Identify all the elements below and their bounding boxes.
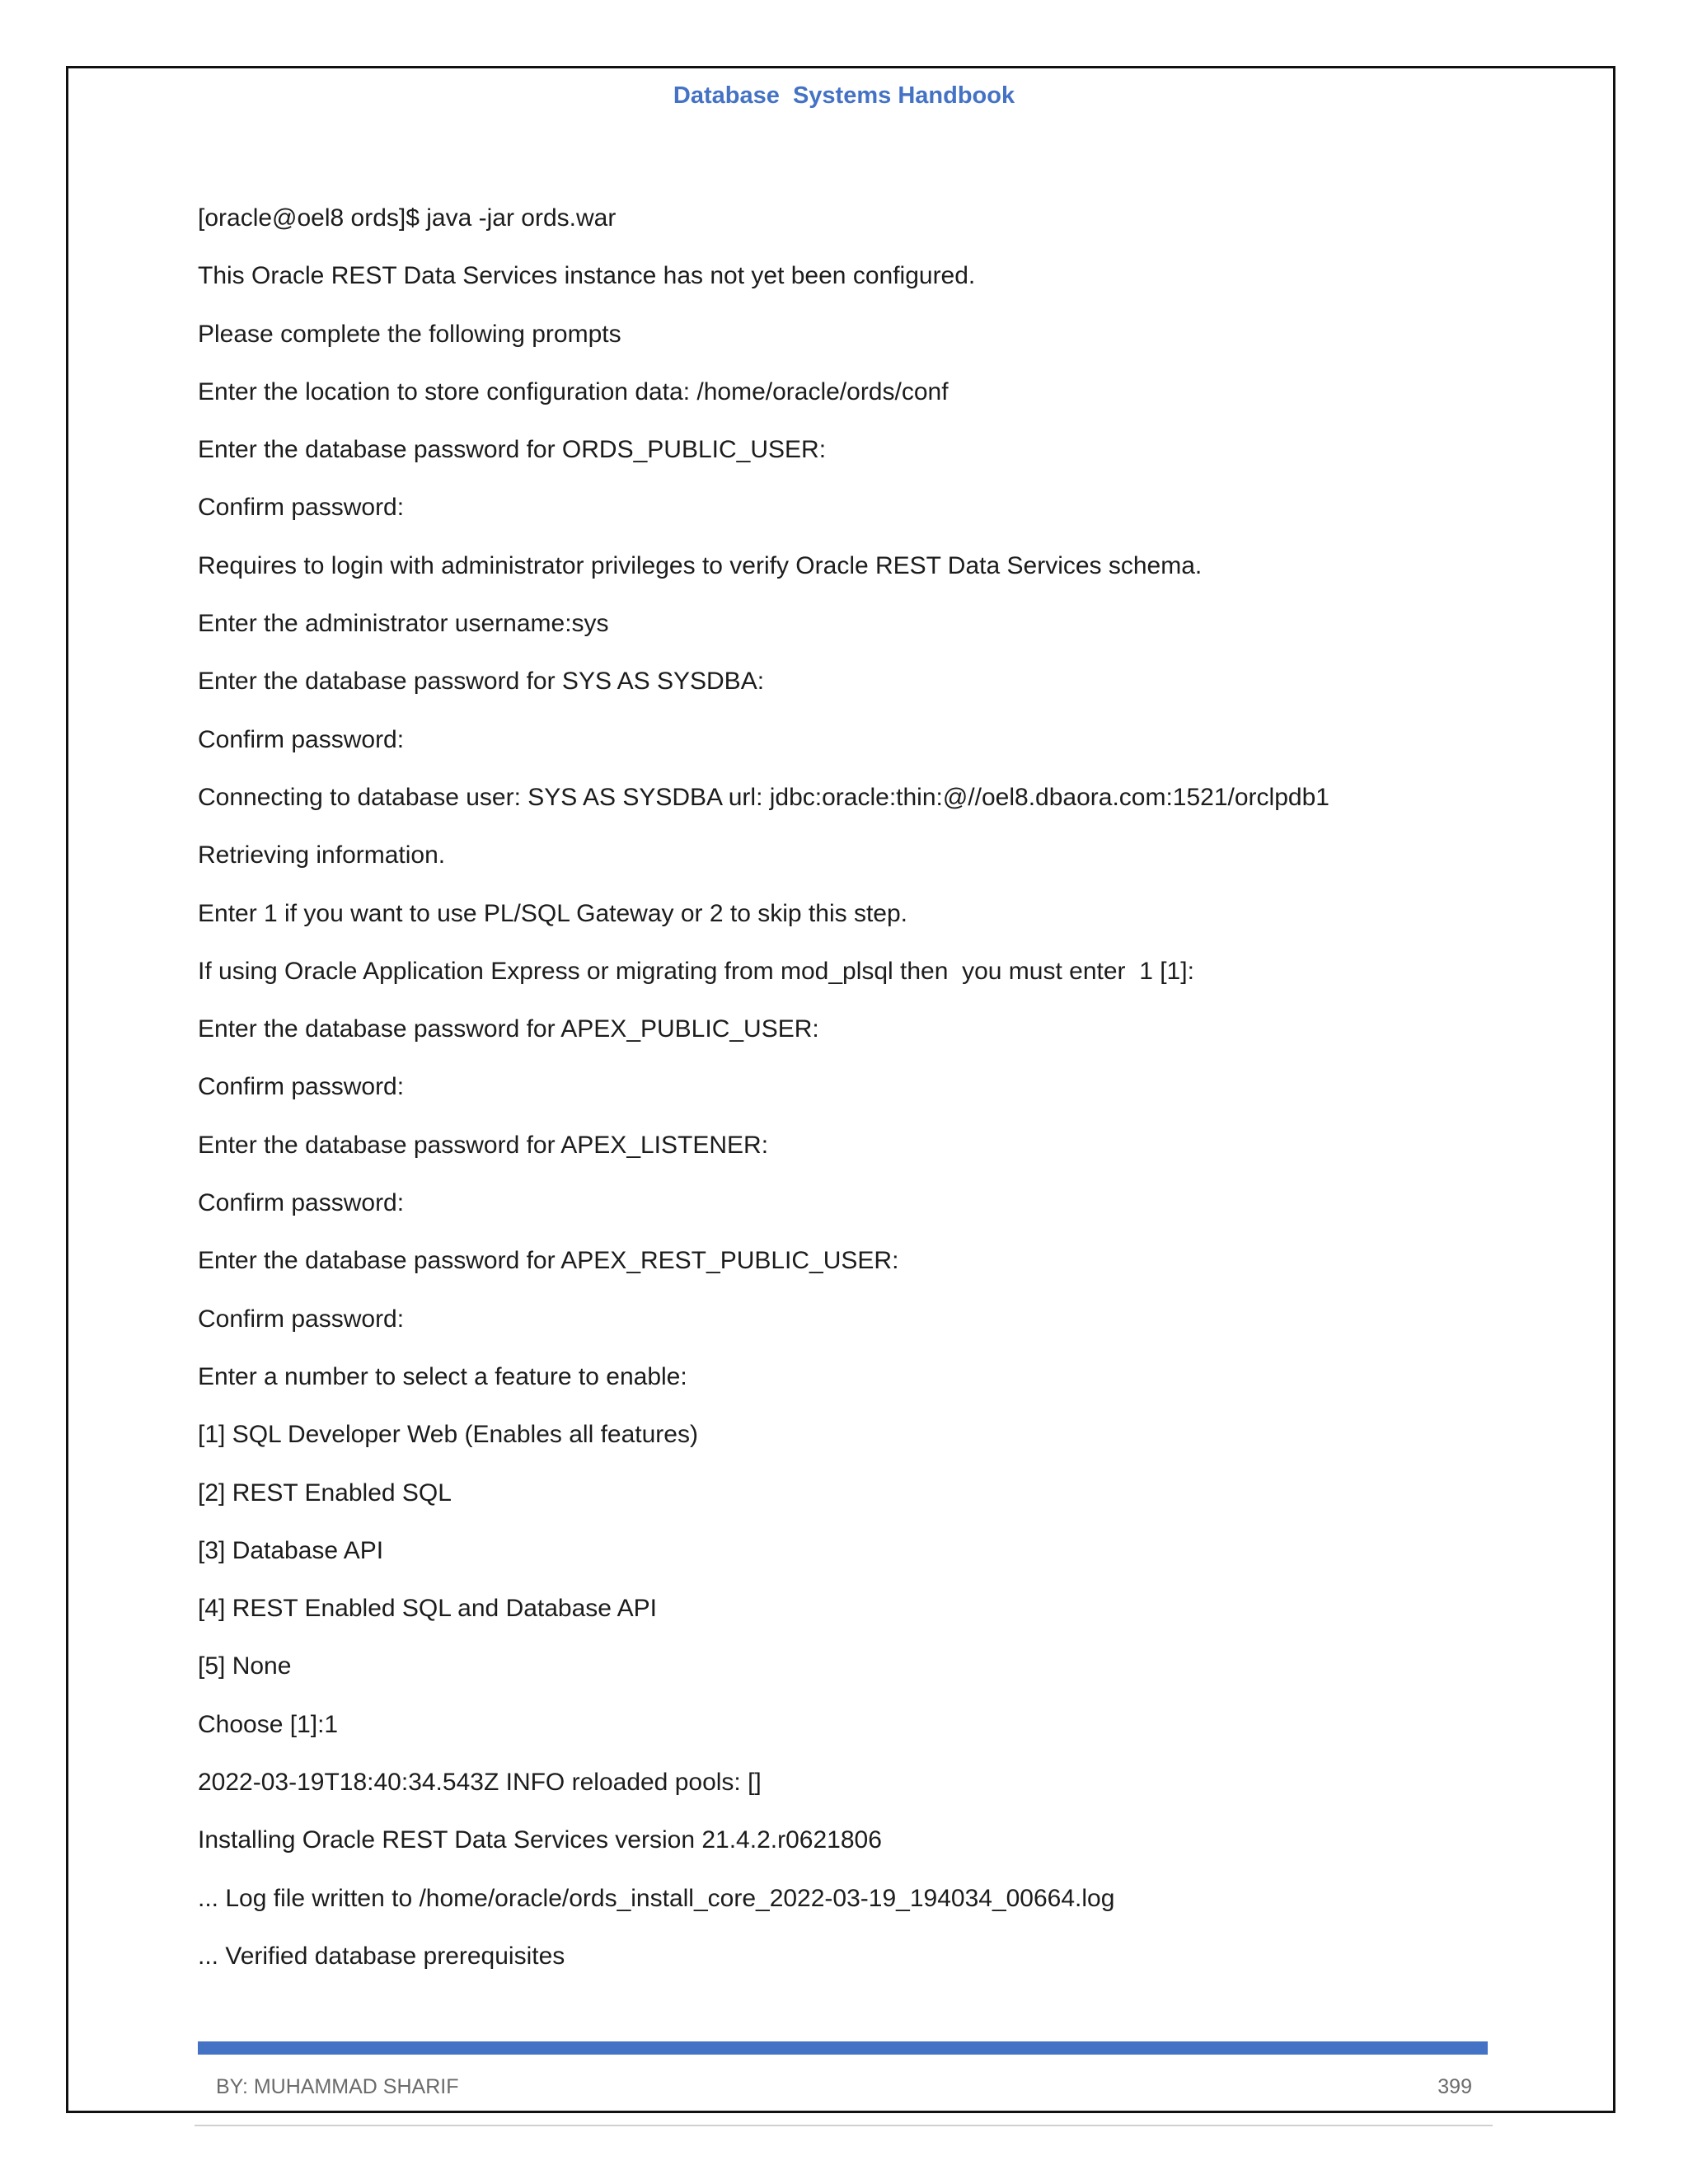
text-line: Please complete the following prompts [198,320,621,348]
text-line: Enter the database password for APEX_LISTENER: [198,1131,769,1159]
text-line: Retrieving information. [198,841,446,869]
text-line: Enter a number to select a feature to enable: [198,1362,687,1390]
text-line: Requires to login with administrator privileges to verify Oracle REST Data Services schema. [198,551,1203,579]
text-line: Confirm password: [198,1073,405,1101]
text-line: [4] REST Enabled SQL and Database API [198,1595,658,1623]
text-line: ... Verified database prerequisites [198,1942,565,1970]
text-line: [1] SQL Developer Web (Enables all features) [198,1421,698,1449]
text-line: ... Log file written to /home/oracle/ords_install_core_2022-03-19_194034_00664.log [198,1884,1115,1912]
footer-author: BY: MUHAMMAD SHARIF [216,2075,459,2098]
text-line: Enter the database password for SYS AS SYSDBA: [198,668,765,696]
text-line: [5] None [198,1652,292,1680]
text-line: Installing Oracle REST Data Services version 21.4.2.r0621806 [198,1826,882,1854]
footer-divider-bar [198,2041,1488,2055]
terminal-output-lines [198,199,1484,1995]
text-line: Confirm password: [198,1305,405,1333]
page-header-title: Database Systems Handbook [673,82,1015,109]
text-line: Connecting to database user: SYS AS SYSDBA url: jdbc:oracle:thin:@//oel8.dbaora.com:1521/orclpdb1 [198,783,1329,811]
text-line: Enter 1 if you want to use PL/SQL Gateway or 2 to skip this step. [198,899,907,927]
text-line: Enter the database password for APEX_PUBLIC_USER: [198,1015,819,1043]
text-line: Enter the location to store configuration data: /home/oracle/ords/conf [198,377,949,405]
text-line: [oracle@oel8 ords]$ java -jar ords.war [198,204,617,232]
bottom-rule [195,2125,1493,2126]
text-line: Confirm password: [198,494,405,522]
text-line: 2022-03-19T18:40:34.543Z INFO reloaded pools: [] [198,1769,762,1797]
text-line: Enter the database password for APEX_REST_PUBLIC_USER: [198,1247,899,1275]
text-line: [3] Database API [198,1536,384,1564]
text-line: Confirm password: [198,725,405,753]
text-line: Confirm password: [198,1189,405,1217]
text-line: Choose [1]:1 [198,1710,339,1738]
text-line: Enter the administrator username:sys [198,610,609,638]
page-number: 399 [1437,2075,1472,2098]
text-line: [2] REST Enabled SQL [198,1479,452,1507]
text-line: If using Oracle Application Express or migrating from mod_plsql then you must enter 1 [1]: [198,957,1194,985]
text-line: This Oracle REST Data Services instance has not yet been configured. [198,262,976,290]
text-line: Enter the database password for ORDS_PUBLIC_USER: [198,436,827,464]
